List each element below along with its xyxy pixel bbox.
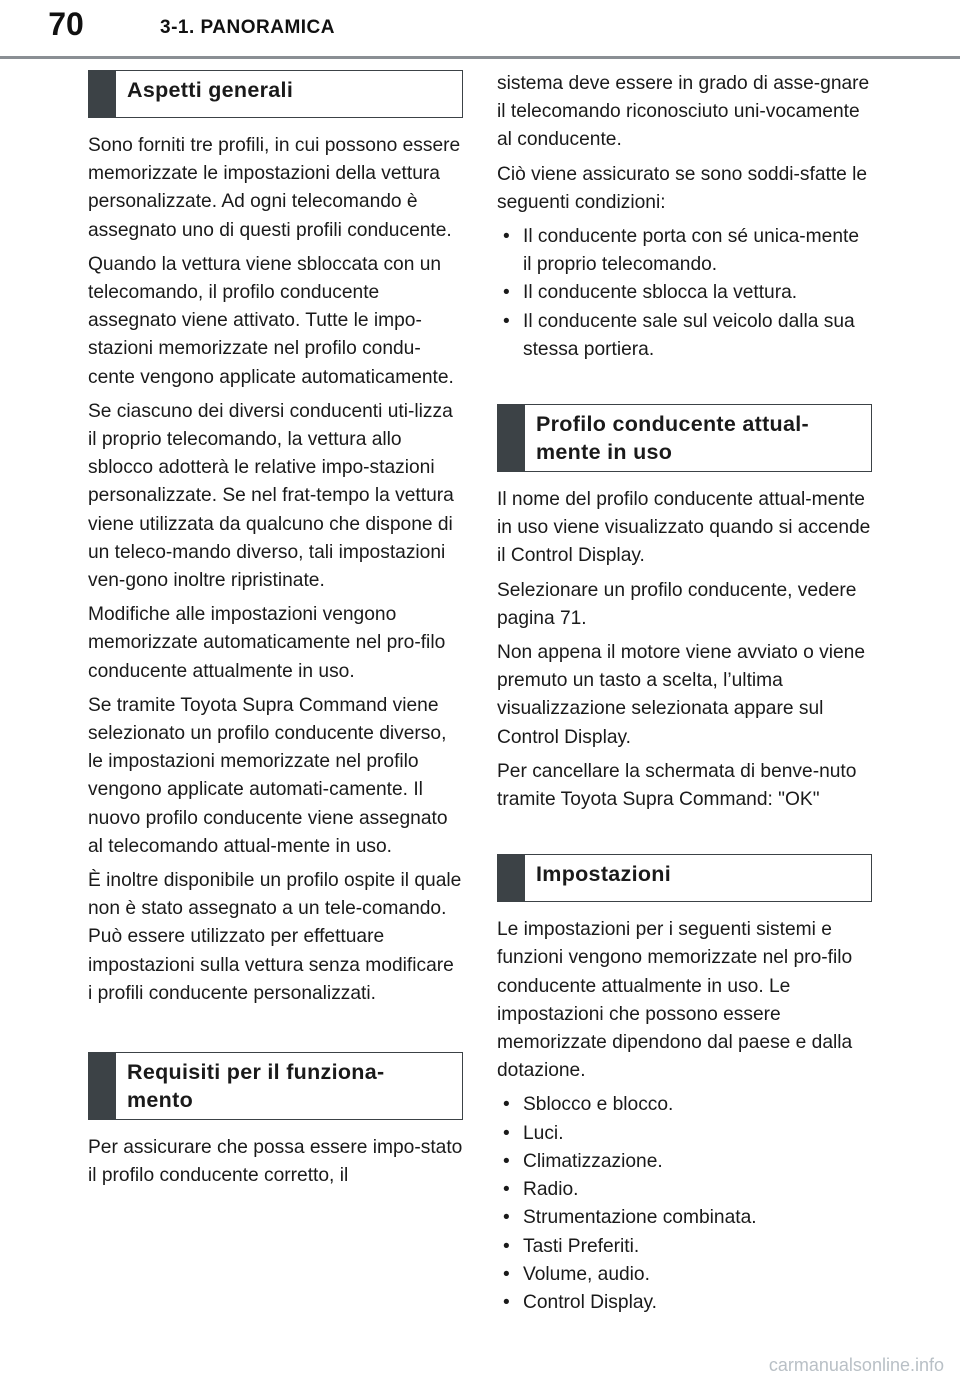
heading-text: Aspetti generali xyxy=(127,78,294,102)
heading-aspetti-generali xyxy=(88,70,463,118)
list-item: • Strumentazione combinata. xyxy=(497,1204,872,1232)
heading-text: Profilo conducente attual-mente in uso xyxy=(536,412,809,465)
watermark: carmanualsonline.info xyxy=(768,1355,944,1375)
list-item: • Luci. xyxy=(497,1120,872,1148)
settings-list xyxy=(497,1091,872,1317)
paragraph: Se tramite Toyota Supra Command viene selezionato un profilo conducente diverso, le impostazioni memorizzate nel profilo vengono applicate automati-camente. Il nuovo profilo conducente viene assegnato al telecomando attual-mente in uso. xyxy=(88,694,448,857)
paragraph: Sono forniti tre profili, in cui possono essere memorizzate le impostazioni della vettura personalizzate. Ad ogni telecomando è assegnato uno di questi profili conducente. xyxy=(88,135,461,241)
paragraph: È inoltre disponibile un profilo ospite il quale non è stato assegnato a un tele-comando. Può essere utilizzato per effettuare impostazioni sulla vettura senza modificare i profili conducente personalizzati. xyxy=(88,870,462,1004)
list-item: • Radio. xyxy=(497,1176,872,1204)
section-title: 3-1. PANORAMICA xyxy=(160,17,335,38)
heading-impostazioni xyxy=(497,854,872,902)
paragraph: Il nome del profilo conducente attual-mente in uso viene visualizzato quando si accende il Control Display. xyxy=(497,489,871,567)
header-divider xyxy=(0,56,960,59)
conditions-list xyxy=(497,223,872,364)
paragraph: Non appena il motore viene avviato o viene premuto un tasto a scelta, l’ultima visualizzazione selezionata appare sul Control Display. xyxy=(497,642,865,748)
right-column xyxy=(497,70,872,1323)
paragraph: Modifiche alle impostazioni vengono memorizzate automaticamente nel pro-filo conducente attualmente in uso. xyxy=(88,604,446,682)
heading-profilo-attuale xyxy=(497,404,872,472)
left-column xyxy=(88,70,463,1197)
list-item: • Tasti Preferiti. xyxy=(497,1233,872,1261)
paragraph: Quando la vettura viene sbloccata con un telecomando, il profilo conducente assegnato viene attivato. Tutte le impo-stazioni memorizzate nel profilo condu-cente vengono applicate automaticamente. xyxy=(88,253,454,388)
paragraph: Ciò viene assicurato se sono soddi-sfatte le seguenti condizioni: xyxy=(497,163,868,213)
list-item: • Sblocco e blocco. xyxy=(497,1091,872,1119)
page-number: 70 xyxy=(48,6,84,42)
page-header xyxy=(0,0,960,58)
paragraph: sistema deve essere in grado di asse-gnare il telecomando riconosciuto uni-vocamente al conducente. xyxy=(497,73,870,151)
list-item: • Climatizzazione. xyxy=(497,1148,872,1176)
heading-text: Requisiti per il funziona-mento xyxy=(127,1060,385,1113)
list-item: • Il conducente sale sul veicolo dalla sua stessa portiera. xyxy=(497,308,872,364)
paragraph: Le impostazioni per i seguenti sistemi e funzioni vengono memorizzate nel pro-filo conducente attualmente in uso. Le impostazioni che possono essere memorizzate dipendono dal paese e dalla dotazione. xyxy=(497,919,853,1082)
list-item: • Volume, audio. xyxy=(497,1261,872,1289)
paragraph: Se ciascuno dei diversi conducenti uti-lizza il proprio telecomando, la vettura allo sblocco adotterà le relative impo-stazioni personalizzate. Se nel frat-tempo la vettura viene utilizzata da qualcuno che dispone di un teleco-mando diverso, tali impostazioni ven-gono inoltre ripristinate. xyxy=(88,400,454,592)
paragraph: Per assicurare che possa essere impo-stato il profilo conducente corretto, il xyxy=(88,1137,463,1187)
heading-text: Impostazioni xyxy=(536,862,671,887)
heading-requisiti xyxy=(88,1052,463,1120)
list-item: • Il conducente porta con sé unica-mente il proprio telecomando. xyxy=(497,223,872,279)
list-item: • Il conducente sblocca la vettura. xyxy=(497,279,872,307)
paragraph: Per cancellare la schermata di benve-nuto tramite Toyota Supra Command: "OK" xyxy=(497,760,857,811)
list-item: • Control Display. xyxy=(497,1289,872,1317)
paragraph: Selezionare un profilo conducente, vedere pagina 71. xyxy=(497,579,857,629)
